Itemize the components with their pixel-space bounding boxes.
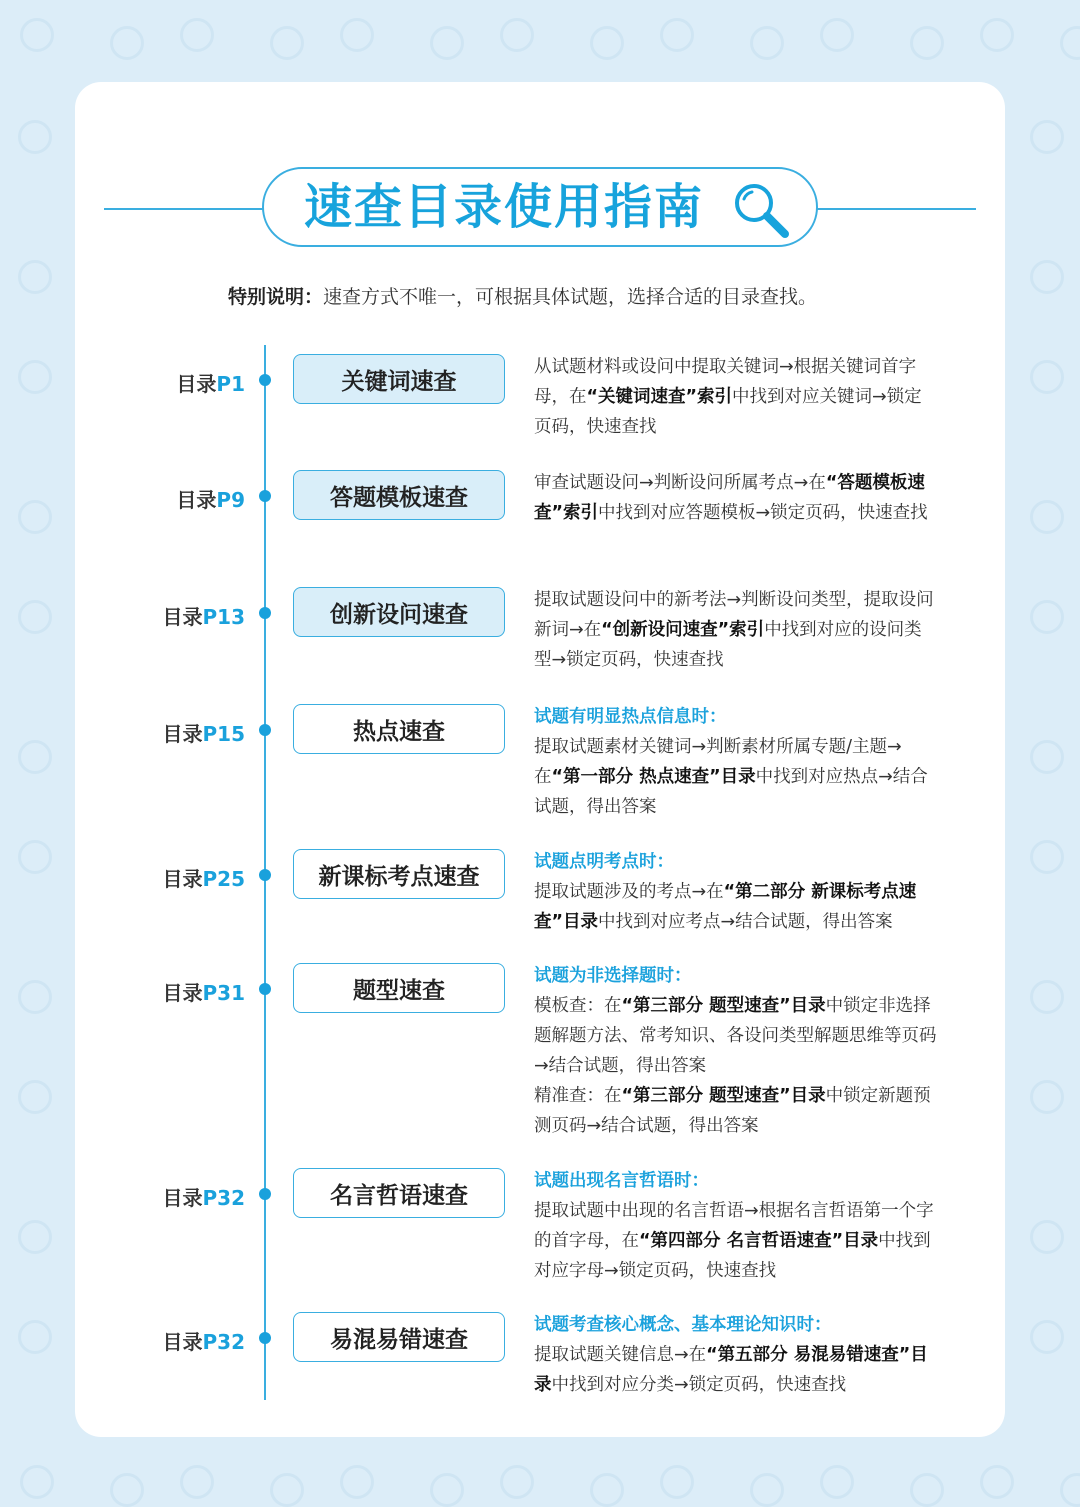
timeline-dot <box>259 1188 271 1200</box>
background-dot <box>980 1465 1014 1499</box>
description-text: 中找到对应字母→锁定页码，快速查找 <box>534 1231 931 1281</box>
background-dot <box>110 1473 144 1507</box>
description-emphasis: “关键词速查”索引 <box>586 387 733 407</box>
background-dot <box>18 120 52 154</box>
lookup-method-box: 题型速查 <box>293 963 505 1013</box>
description-text: 提取试题涉及的考点→在 <box>534 882 724 902</box>
timeline-dot <box>259 1332 271 1344</box>
lookup-method-box: 新课标考点速查 <box>293 849 505 899</box>
background-dot <box>180 18 214 52</box>
description-emphasis: “第四部分 名言哲语速查”目录 <box>639 1231 879 1251</box>
description-text: 中找到对应关键词→锁定页码，快速查找 <box>534 387 922 437</box>
lookup-description <box>534 1310 939 1400</box>
background-dot <box>1030 1220 1064 1254</box>
page-number: P31 <box>202 981 245 1005</box>
description-emphasis: “答题模板速查”索引 <box>534 473 925 523</box>
page-number: P32 <box>202 1186 245 1210</box>
directory-page-label <box>176 368 245 397</box>
background-dot <box>500 18 534 52</box>
directory-label: 目录 <box>162 1186 203 1210</box>
background-dot <box>18 600 52 634</box>
lookup-description <box>534 847 939 937</box>
description-heading: 试题考查核心概念、基本理论知识时： <box>534 1315 832 1335</box>
background-dot <box>1030 500 1064 534</box>
note-text: 速查方式不唯一，可根据具体试题，选择合适的目录查找。 <box>323 286 818 308</box>
lookup-description <box>534 585 939 675</box>
description-text: 提取试题中出现的名言哲语→根据名言哲语第一个字的首字母，在 <box>534 1201 934 1251</box>
background-dot <box>590 26 624 60</box>
background-dot <box>660 18 694 52</box>
directory-page-label <box>176 484 245 513</box>
page-number: P15 <box>202 722 245 746</box>
directory-page-label <box>163 1182 246 1211</box>
directory-page-label <box>163 1326 246 1355</box>
description-emphasis: “第三部分 题型速查”目录 <box>621 996 826 1016</box>
background-dot <box>910 26 944 60</box>
special-note <box>228 282 817 309</box>
lookup-description <box>534 961 939 1141</box>
title-rule-left <box>104 208 264 210</box>
background-dot <box>980 18 1014 52</box>
background-dot <box>1030 1080 1064 1114</box>
background-dot <box>18 1080 52 1114</box>
page-number: P13 <box>202 605 245 629</box>
description-text: 精准查：在 <box>534 1086 622 1106</box>
directory-label: 目录 <box>162 722 203 746</box>
background-dot <box>18 500 52 534</box>
note-label: 特别说明： <box>228 286 324 308</box>
title-banner <box>262 167 818 247</box>
background-dot <box>1030 1320 1064 1354</box>
magnifier-icon <box>730 179 792 241</box>
timeline-dot <box>259 983 271 995</box>
background-dot <box>18 360 52 394</box>
lookup-description <box>534 702 939 822</box>
timeline-dot <box>259 607 271 619</box>
timeline-dot <box>259 490 271 502</box>
background-dot <box>1030 260 1064 294</box>
background-dot <box>110 26 144 60</box>
timeline-dot <box>259 374 271 386</box>
timeline-dot <box>259 724 271 736</box>
description-text: 中找到对应考点→结合试题，得出答案 <box>598 912 893 932</box>
lookup-description <box>534 1166 939 1286</box>
background-dot <box>20 18 54 52</box>
directory-label: 目录 <box>162 981 203 1005</box>
background-dot <box>750 1473 784 1507</box>
description-heading: 试题出现名言哲语时： <box>534 1171 709 1191</box>
lookup-method-box: 答题模板速查 <box>293 470 505 520</box>
description-text: 审查试题设问→判断设问所属考点→在 <box>534 473 826 493</box>
background-dot <box>820 18 854 52</box>
description-text: 提取试题素材关键词→判断素材所属专题/主题→在 <box>534 737 902 787</box>
background-dot <box>1030 360 1064 394</box>
directory-label: 目录 <box>162 1330 203 1354</box>
lookup-method-box: 易混易错速查 <box>293 1312 505 1362</box>
background-dot <box>820 1465 854 1499</box>
background-dot <box>18 980 52 1014</box>
background-dot <box>430 26 464 60</box>
timeline-dot <box>259 869 271 881</box>
background-dot <box>270 1473 304 1507</box>
background-dot <box>910 1473 944 1507</box>
background-dot <box>500 1465 534 1499</box>
background-dot <box>1030 600 1064 634</box>
directory-page-label <box>163 718 246 747</box>
background-dot <box>18 740 52 774</box>
description-text: 中找到对应热点→结合试题，得出答案 <box>534 767 928 817</box>
background-dot <box>20 1465 54 1499</box>
background-dot <box>1060 26 1080 60</box>
directory-label: 目录 <box>176 372 217 396</box>
page-title: 速查目录使用指南 <box>304 179 705 235</box>
page-number: P1 <box>216 372 245 396</box>
background-dot <box>270 26 304 60</box>
description-emphasis: “第一部分 热点速查”目录 <box>551 767 756 787</box>
background-dot <box>340 18 374 52</box>
description-emphasis: “第三部分 题型速查”目录 <box>621 1086 826 1106</box>
background-dot <box>1030 840 1064 874</box>
description-heading: 试题为非选择题时： <box>534 966 692 986</box>
description-text: 提取试题关键信息→在 <box>534 1345 707 1365</box>
background-dot <box>590 1473 624 1507</box>
page-number: P32 <box>202 1330 245 1354</box>
directory-label: 目录 <box>176 488 217 512</box>
description-text: 中找到对应答题模板→锁定页码，快速查找 <box>598 503 928 523</box>
description-text: 中锁定非选择题解题方法、常考知识、各设问类型解题思维等页码→结合试题，得出答案 <box>534 996 937 1076</box>
background-dot <box>180 1465 214 1499</box>
background-dot <box>18 1320 52 1354</box>
description-text: 从试题材料或设问中提取关键词→根据关键词首字母，在 <box>534 357 917 407</box>
description-text: 中找到对应分类→锁定页码，快速查找 <box>551 1375 847 1395</box>
lookup-method-box: 名言哲语速查 <box>293 1168 505 1218</box>
background-dot <box>18 840 52 874</box>
background-dot <box>18 1220 52 1254</box>
lookup-description <box>534 352 939 442</box>
page-number: P25 <box>202 867 245 891</box>
directory-page-label <box>163 863 246 892</box>
page-number: P9 <box>216 488 245 512</box>
directory-label: 目录 <box>162 867 203 891</box>
lookup-method-box: 关键词速查 <box>293 354 505 404</box>
description-text: 中找到对应的设问类型→锁定页码，快速查找 <box>534 620 922 670</box>
background-dot <box>18 260 52 294</box>
background-dot <box>430 1473 464 1507</box>
directory-page-label <box>163 601 246 630</box>
background-dot <box>340 1465 374 1499</box>
lookup-method-box: 热点速查 <box>293 704 505 754</box>
title-rule-right <box>816 208 976 210</box>
description-emphasis: “第五部分 易混易错速查”目录 <box>534 1345 928 1395</box>
description-text: 模板查：在 <box>534 996 622 1016</box>
background-dot <box>750 26 784 60</box>
description-emphasis: “创新设问速查”索引 <box>601 620 765 640</box>
description-text: 提取试题设问中的新考法→判断设问类型，提取设问新词→在 <box>534 590 934 640</box>
lookup-description <box>534 468 939 528</box>
lookup-method-box: 创新设问速查 <box>293 587 505 637</box>
description-emphasis: “第二部分 新课标考点速查”目录 <box>534 882 917 932</box>
description-text: 中锁定新题预测页码→结合试题，得出答案 <box>534 1086 931 1136</box>
background-dot <box>1030 980 1064 1014</box>
background-dot <box>660 1465 694 1499</box>
description-heading: 试题有明显热点信息时： <box>534 707 727 727</box>
directory-page-label <box>163 977 246 1006</box>
background-dot <box>1030 120 1064 154</box>
background-dot <box>1030 740 1064 774</box>
directory-label: 目录 <box>162 605 203 629</box>
description-heading: 试题点明考点时： <box>534 852 674 872</box>
background-dot <box>1060 1473 1080 1507</box>
